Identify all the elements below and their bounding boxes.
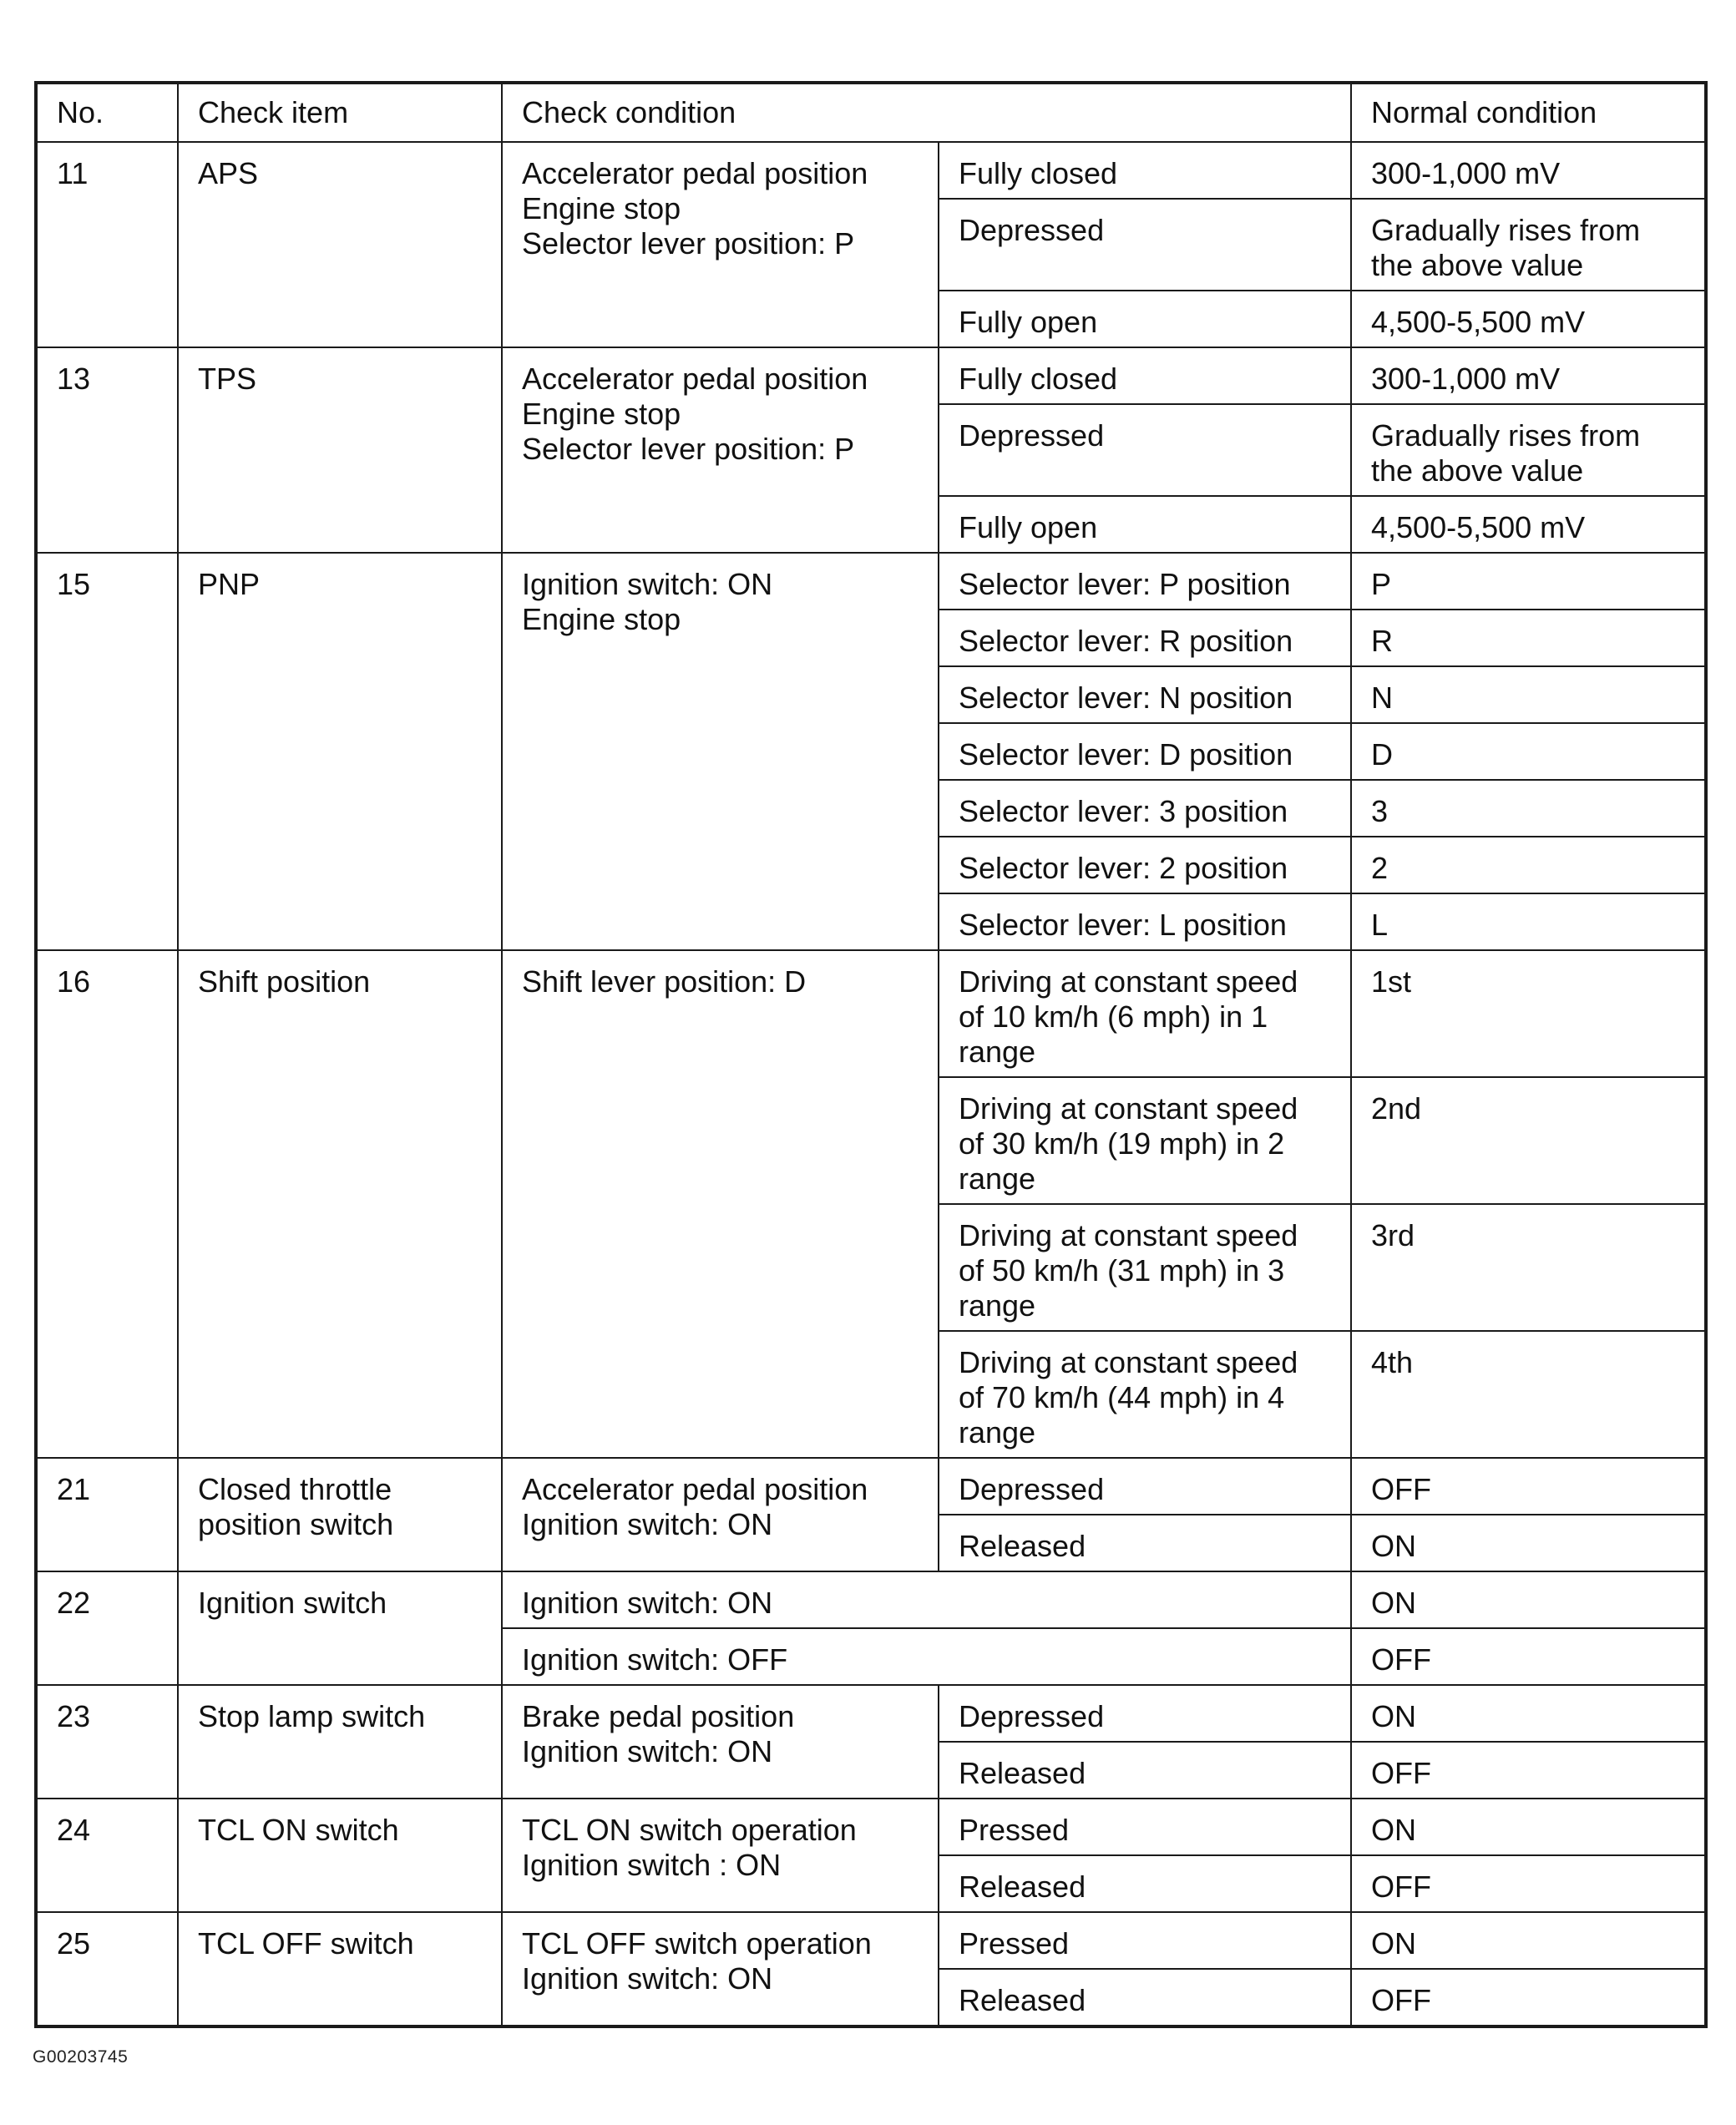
normal-condition: 3rd: [1351, 1204, 1706, 1331]
check-item: Stop lamp switch: [178, 1685, 502, 1799]
row-no: 13: [36, 347, 178, 553]
sub-condition: Selector lever: 2 position: [939, 837, 1351, 893]
normal-condition: 4th: [1351, 1331, 1706, 1458]
normal-condition: ON: [1351, 1799, 1706, 1855]
normal-condition: R: [1351, 610, 1706, 666]
table-row: [36, 553, 1706, 610]
check-item: Closed throttle position switch: [178, 1458, 502, 1571]
header-normal-condition: Normal condition: [1351, 83, 1706, 142]
header-check-condition: Check condition: [502, 83, 1351, 142]
row-no: 11: [36, 142, 178, 347]
check-condition: Ignition switch: ON: [502, 1571, 1351, 1628]
sub-condition: Released: [939, 1515, 1351, 1571]
sub-condition: Depressed: [939, 1685, 1351, 1742]
row-no: 22: [36, 1571, 178, 1685]
normal-condition: P: [1351, 553, 1706, 610]
sub-condition: Fully open: [939, 291, 1351, 347]
normal-condition: 2: [1351, 837, 1706, 893]
check-condition: Accelerator pedal position Ignition switch: ON: [502, 1458, 939, 1571]
check-condition: Brake pedal position Ignition switch: ON: [502, 1685, 939, 1799]
table-row: [36, 1685, 1706, 1742]
table-header-row: [36, 83, 1706, 142]
table-row: [36, 1458, 1706, 1515]
sub-condition: Driving at constant speed of 70 km/h (44 mph) in 4 range: [939, 1331, 1351, 1458]
check-condition: Ignition switch: OFF: [502, 1628, 1351, 1685]
sub-condition: Driving at constant speed of 30 km/h (19 mph) in 2 range: [939, 1077, 1351, 1204]
row-no: 15: [36, 553, 178, 950]
table-row: [36, 1571, 1706, 1628]
normal-condition: 2nd: [1351, 1077, 1706, 1204]
normal-condition: N: [1351, 666, 1706, 723]
normal-condition: OFF: [1351, 1628, 1706, 1685]
header-no: No.: [36, 83, 178, 142]
normal-condition: OFF: [1351, 1742, 1706, 1799]
sub-condition: Fully closed: [939, 142, 1351, 199]
normal-condition: 4,500-5,500 mV: [1351, 291, 1706, 347]
table-row: [36, 142, 1706, 199]
check-condition: Accelerator pedal position Engine stop Selector lever position: P: [502, 347, 939, 553]
sub-condition: Selector lever: P position: [939, 553, 1351, 610]
table-row: [36, 347, 1706, 404]
normal-condition: 3: [1351, 780, 1706, 837]
sub-condition: Pressed: [939, 1912, 1351, 1969]
sub-condition: Selector lever: D position: [939, 723, 1351, 780]
sub-condition: Fully open: [939, 496, 1351, 553]
sub-condition: Driving at constant speed of 10 km/h (6 mph) in 1 range: [939, 950, 1351, 1077]
sub-condition: Released: [939, 1742, 1351, 1799]
normal-condition: Gradually rises from the above value: [1351, 404, 1706, 496]
sub-condition: Released: [939, 1855, 1351, 1912]
normal-condition: ON: [1351, 1571, 1706, 1628]
check-item: TCL ON switch: [178, 1799, 502, 1912]
normal-condition: ON: [1351, 1912, 1706, 1969]
normal-condition: D: [1351, 723, 1706, 780]
header-check-item: Check item: [178, 83, 502, 142]
normal-condition: 1st: [1351, 950, 1706, 1077]
row-no: 24: [36, 1799, 178, 1912]
check-condition: Shift lever position: D: [502, 950, 939, 1458]
check-condition: Ignition switch: ON Engine stop: [502, 553, 939, 950]
normal-condition: OFF: [1351, 1969, 1706, 2026]
table-row: [36, 950, 1706, 1077]
row-no: 21: [36, 1458, 178, 1571]
sub-condition: Selector lever: R position: [939, 610, 1351, 666]
normal-condition: ON: [1351, 1515, 1706, 1571]
check-item: APS: [178, 142, 502, 347]
check-condition: TCL ON switch operation Ignition switch : ON: [502, 1799, 939, 1912]
sub-condition: Driving at constant speed of 50 km/h (31 mph) in 3 range: [939, 1204, 1351, 1331]
normal-condition: 300-1,000 mV: [1351, 142, 1706, 199]
row-no: 23: [36, 1685, 178, 1799]
sub-condition: Selector lever: 3 position: [939, 780, 1351, 837]
check-item: Ignition switch: [178, 1571, 502, 1685]
normal-condition: OFF: [1351, 1855, 1706, 1912]
normal-condition: 300-1,000 mV: [1351, 347, 1706, 404]
normal-condition: 4,500-5,500 mV: [1351, 496, 1706, 553]
check-condition: Accelerator pedal position Engine stop Selector lever position: P: [502, 142, 939, 347]
normal-condition: Gradually rises from the above value: [1351, 199, 1706, 291]
check-item: Shift position: [178, 950, 502, 1458]
row-no: 16: [36, 950, 178, 1458]
check-item: TPS: [178, 347, 502, 553]
check-item: PNP: [178, 553, 502, 950]
sub-condition: Selector lever: N position: [939, 666, 1351, 723]
normal-condition: L: [1351, 893, 1706, 950]
sub-condition: Pressed: [939, 1799, 1351, 1855]
normal-condition: OFF: [1351, 1458, 1706, 1515]
sub-condition: Selector lever: L position: [939, 893, 1351, 950]
check-item: TCL OFF switch: [178, 1912, 502, 2026]
table-row: [36, 1799, 1706, 1855]
sub-condition: Released: [939, 1969, 1351, 2026]
sub-condition: Fully closed: [939, 347, 1351, 404]
table-row: [36, 1912, 1706, 1969]
sub-condition: Depressed: [939, 199, 1351, 291]
row-no: 25: [36, 1912, 178, 2026]
normal-condition: ON: [1351, 1685, 1706, 1742]
figure-code: G00203745: [33, 2047, 129, 2067]
check-table: [34, 81, 1708, 2028]
check-condition: TCL OFF switch operation Ignition switch: ON: [502, 1912, 939, 2026]
sub-condition: Depressed: [939, 1458, 1351, 1515]
sub-condition: Depressed: [939, 404, 1351, 496]
